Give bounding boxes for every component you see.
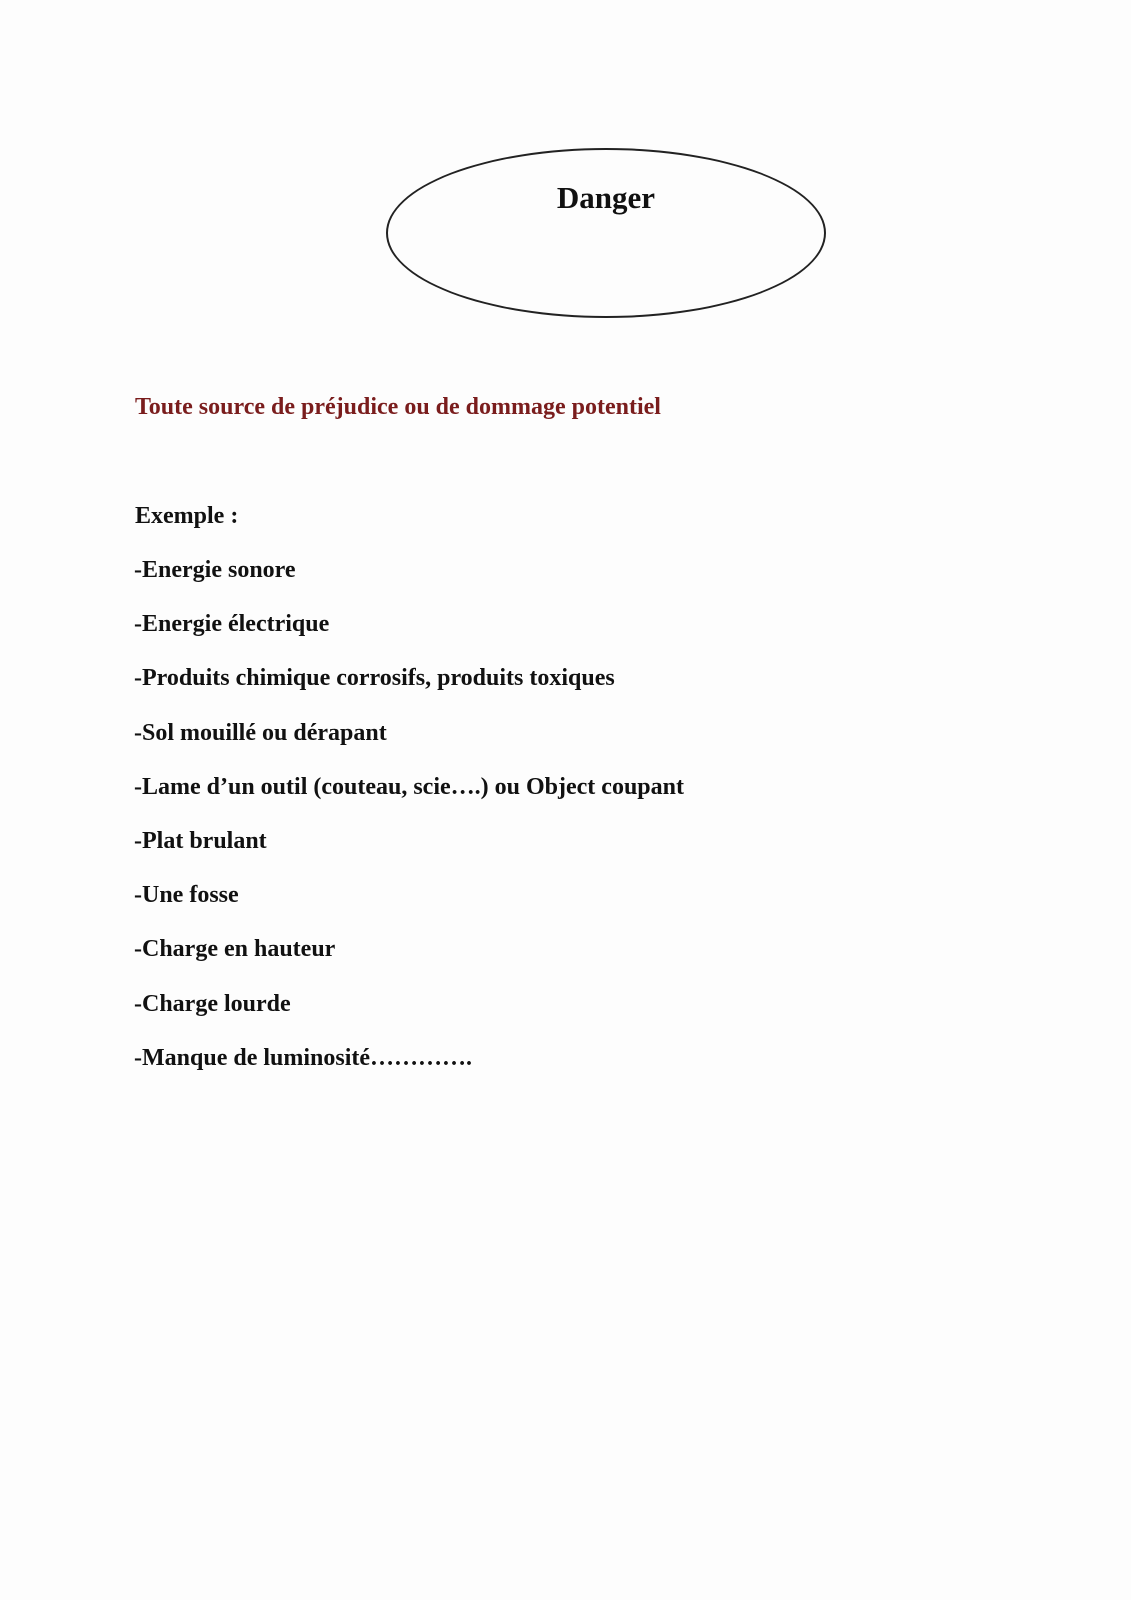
list-item: -Lame d’un outil (couteau, scie….) ou Object coupant	[134, 773, 684, 800]
danger-ellipse	[386, 148, 826, 318]
list-item: -Energie sonore	[134, 557, 296, 583]
definition-text: Toute source de préjudice ou de dommage potentiel	[135, 394, 661, 420]
list-item: -Plat brulant	[134, 827, 267, 854]
examples-list	[134, 556, 684, 1098]
list-item: -Charge lourde	[134, 990, 291, 1017]
ellipse-title: Danger	[556, 180, 656, 215]
list-item: -Energie électrique	[134, 611, 330, 638]
list-item: -Manque de luminosité………….	[134, 1044, 473, 1071]
list-item: -Sol mouillé ou dérapant	[134, 719, 387, 746]
list-item: -Charge en hauteur	[134, 936, 336, 963]
list-item: -Produits chimique corrosifs, produits toxiques	[134, 665, 615, 692]
example-label: Exemple :	[135, 503, 239, 529]
list-item: -Une fosse	[134, 882, 239, 909]
